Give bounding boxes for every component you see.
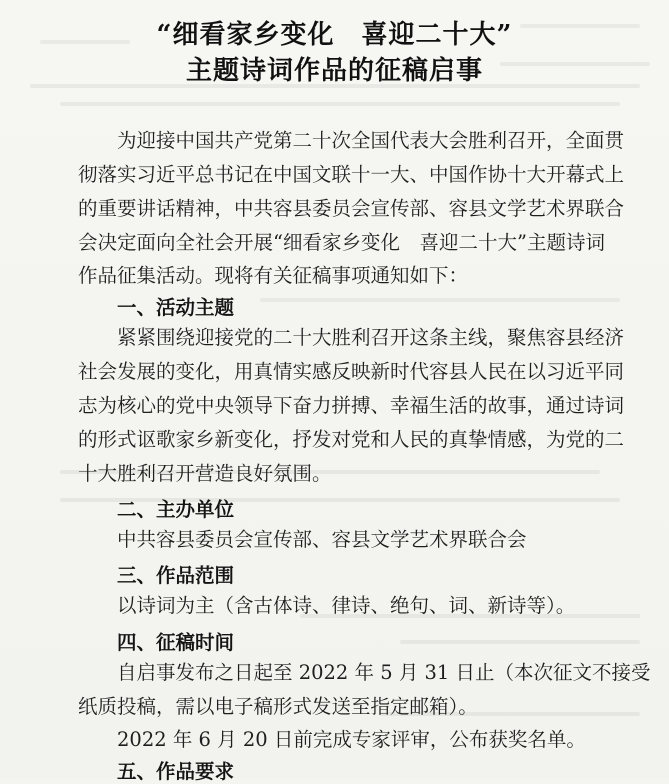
intro-line: 的重要讲话精神，中共容县委员会宣传部、容县文学艺术界联合: [78, 197, 625, 220]
bleed-through-mark: [260, 298, 620, 302]
document-title-line2: 主题诗词作品的征稿启事: [185, 56, 483, 86]
section2-line: 中共容县委员会宣传部、容县文学艺术界联合会: [117, 528, 527, 551]
section-heading-theme: 一、活动主题: [117, 296, 235, 319]
section-heading-timeline: 四、征稿时间: [117, 631, 235, 654]
bleed-through-mark: [400, 640, 640, 644]
bleed-through-mark: [60, 102, 620, 106]
intro-line: 作品征集活动。现将有关征稿事项通知如下：: [78, 264, 469, 287]
section-heading-organizer: 二、主办单位: [117, 498, 235, 521]
section4-line: 2022 年 6 月 20 日前完成专家评审，公布获奖名单。: [117, 728, 586, 751]
section1-line: 的形式讴歌家乡新变化，抒发对党和人民的真挚情感，为党的二: [78, 428, 625, 451]
intro-line: 为迎接中国共产党第二十次全国代表大会胜利召开，全面贯: [117, 129, 625, 152]
section4-line: 纸质投稿，需以电子稿形式发送至指定邮箱）。: [78, 695, 478, 718]
section3-line: 以诗词为主（含古体诗、律诗、绝句、词、新诗等）。: [117, 594, 576, 617]
section1-line: 紧紧围绕迎接党的二十大胜利召开这条主线，聚焦容县经济: [117, 326, 625, 349]
section1-line: 十大胜利召开营造良好氛围。: [78, 462, 332, 485]
intro-line: 彻落实习近平总书记在中国文联十一大、中国作协十大开幕式上: [78, 163, 625, 186]
section4-line: 自启事发布之日起至 2022 年 5 月 31 日止（本次征文不接受: [117, 661, 651, 684]
section-heading-scope: 三、作品范围: [117, 564, 235, 587]
intro-line: 会决定面向全社会开展“细看家乡变化 喜迎二十大”主题诗词: [78, 231, 605, 254]
section-heading-requirements: 五、作品要求: [117, 760, 235, 783]
section1-line: 志为核心的党中央领导下奋力拼搏、幸福生活的故事，通过诗词: [78, 394, 625, 417]
section1-line: 社会发展的变化，用真情实感反映新时代容县人民在以习近平同: [78, 360, 625, 383]
document-title-line1: “细看家乡变化 喜迎二十大”: [156, 20, 513, 50]
